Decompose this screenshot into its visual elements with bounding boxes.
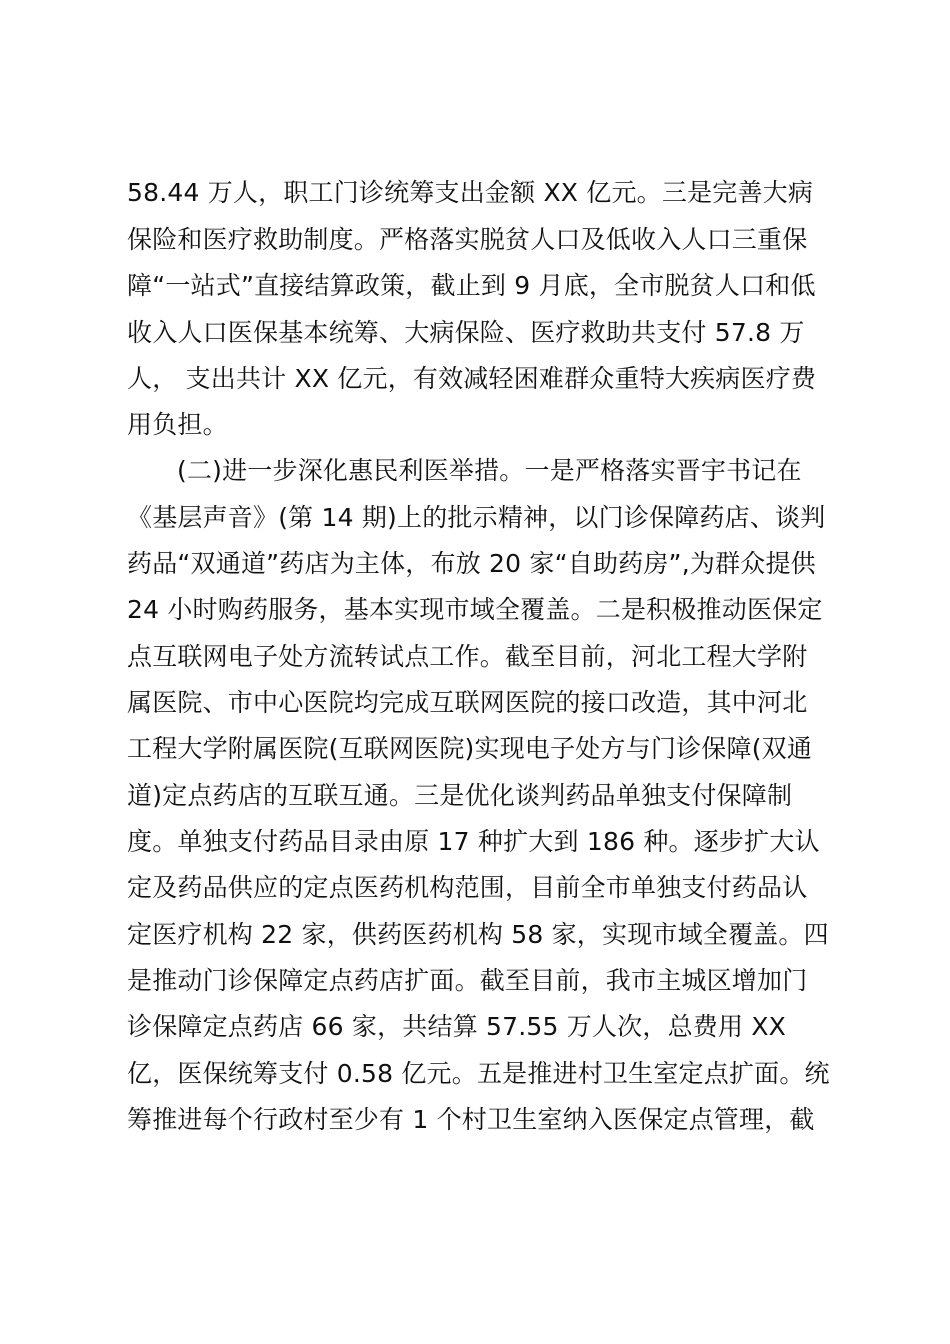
text-line: 定医疗机构 22 家，供药医药机构 58 家，实现市域全覆盖。四 <box>127 920 829 949</box>
text-line: 障“一站式”直接结算政策，截止到 9 月底，全市脱贫人口和低 <box>127 271 816 300</box>
text-line: 用负担。 <box>127 410 228 439</box>
text-line: 度。单独支付药品目录由原 17 种扩大到 186 种。逐步扩大认 <box>127 827 820 856</box>
text-line: 诊保障定点药店 66 家，共结算 57.55 万人次，总费用 XX <box>127 1012 786 1041</box>
text-line: 工程大学附属医院(互联网医院)实现电子处方与门诊保障(双通 <box>127 734 813 763</box>
text-line: 定及药品供应的定点医药机构范围，目前全市单独支付药品认 <box>127 873 808 902</box>
text-line: 点互联网电子处方流转试点工作。截至目前，河北工程大学附 <box>127 642 808 671</box>
text-line: 药品“双通道”药店为主体，布放 20 家“自助药房”,为群众提供 <box>127 549 816 578</box>
text-line: 亿，医保统筹支付 0.58 亿元。五是推进村卫生室定点扩面。统 <box>127 1059 830 1088</box>
text-line: 24 小时购药服务，基本实现市域全覆盖。二是积极推动医保定 <box>127 595 823 624</box>
text-line: 人， 支出共计 XX 亿元，有效减轻困难群众重特大疾病医疗费 <box>127 364 817 393</box>
text-line: 筹推进每个行政村至少有 1 个村卫生室纳入医保定点管理，截 <box>127 1105 815 1134</box>
text-line: 保险和医疗救助制度。严格落实脱贫人口及低收入人口三重保 <box>127 225 808 254</box>
paragraph-first-line: (二)进一步深化惠民利医举措。一是严格落实晋宇书记在 <box>177 456 802 485</box>
text-line: 是推动门诊保障定点药店扩面。截至目前，我市主城区增加门 <box>127 966 808 995</box>
text-line: 收入人口医保基本统筹、大病保险、医疗救助共支付 57.8 万 <box>127 318 805 347</box>
text-line: 属医院、市中心医院均完成互联网医院的接口改造，其中河北 <box>127 688 808 717</box>
text-line: 道)定点药店的互联互通。三是优化谈判药品单独支付保障制 <box>127 781 793 810</box>
text-line: 《基层声音》(第 14 期)上的批示精神，以门诊保障药店、谈判 <box>127 503 826 532</box>
text-line: 58.44 万人，职工门诊统筹支出金额 XX 亿元。三是完善大病 <box>127 178 814 207</box>
